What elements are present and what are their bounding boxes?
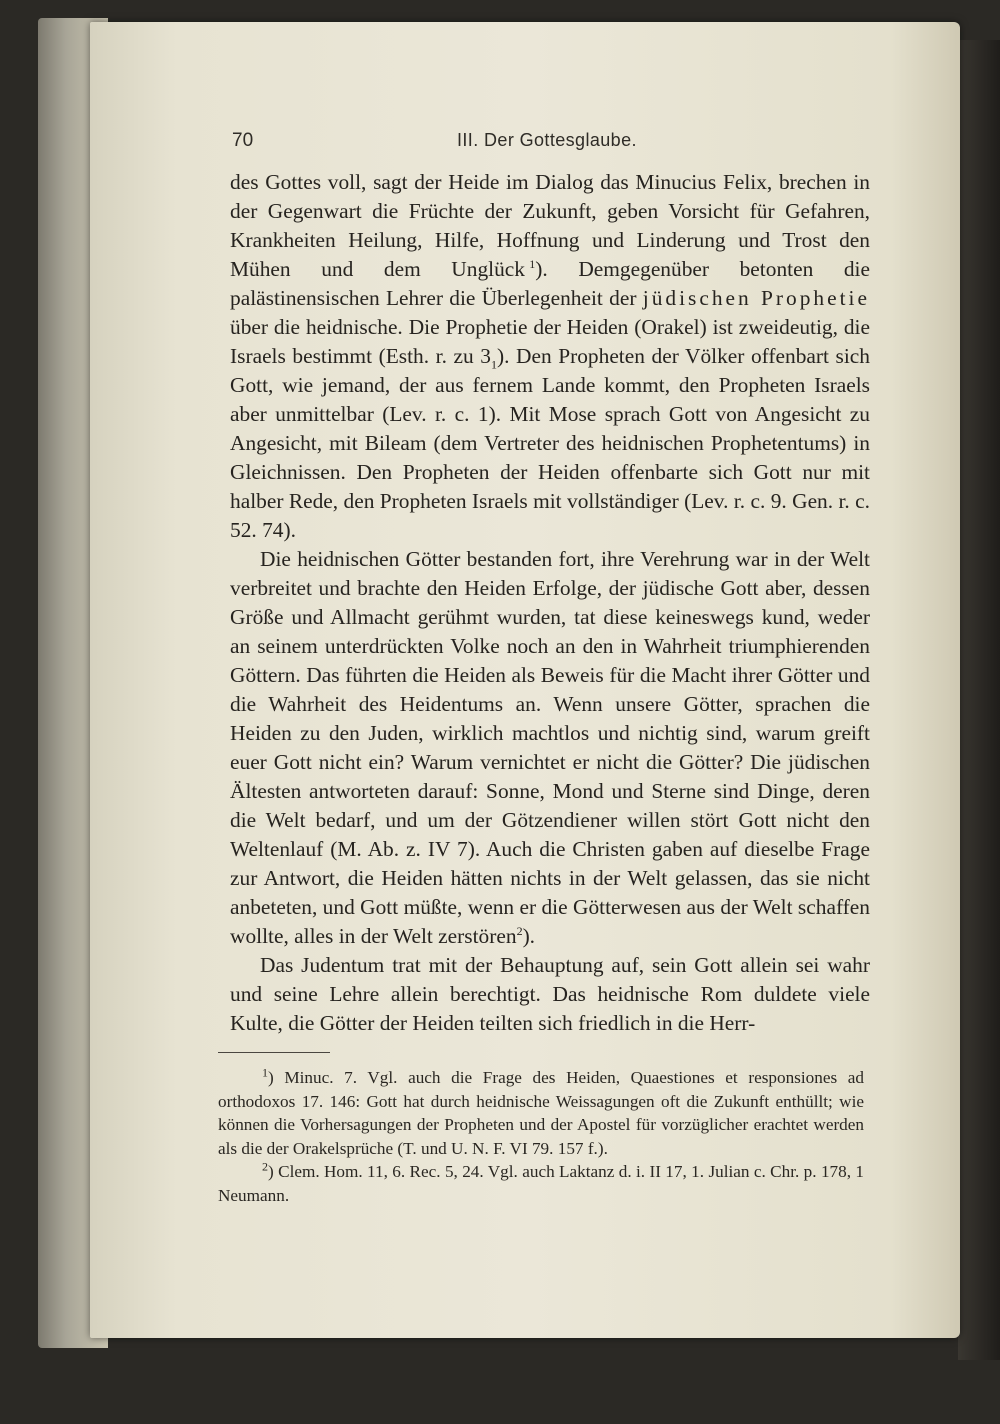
main-text: [230, 168, 870, 1038]
paragraph-1-part-a: des Gottes voll, sagt der Heide im Dialog das Minucius Felix, brechen in der Gegenwart die Früchte der Zukunft, geben Vorsicht für Gefahren, Krankheiten Heilung, Hilfe, Hoffnung und Linderung und Trost den Mühen und dem Unglück: [230, 170, 870, 281]
footnote-2-mark: 2: [262, 1159, 268, 1174]
footnote-1: [218, 1066, 864, 1160]
footnote-rule: [218, 1052, 330, 1053]
paragraph-1: [230, 168, 870, 545]
footnote-ref-2: 2: [516, 923, 523, 938]
footnote-ref-1: 1: [529, 256, 536, 271]
paragraph-2-part-a: Die heidnischen Götter bestanden fort, ihre Verehrung war in der Welt verbreitet und brachte den Heiden Erfolge, der jüdische Gott aber, dessen Größe und Allmacht gerühmt wurden, tat diese keineswegs kund, weder an seinem unterdrückten Volke noch an den in Wahrheit triumphierenden Göttern. Das führten die Heiden als Beweis für die Macht ihrer Götter und die Wahrheit des Heidentums an. Wenn unsere Götter, sprachen die Heiden zu den Juden, wirklich machtlos und nichtig sind, warum greift euer Gott nicht ein? Warum vernichtet er nicht die Götter? Die jüdischen Ältesten antworteten darauf: Sonne, Mond und Sterne sind Dinge, deren die Welt bedarf, und um der Götzendiener willen stört Gott nicht den Weltenlauf (M. Ab. z. IV 7). Auch die Christen gaben auf dieselbe Frage zur Antwort, die Heiden hätten nichts in der Welt gelassen, das sie nicht anbeteten, und Gott müßte, wenn er die Götterwesen aus der Welt schaffen wollte, alles in der Welt zerstören: [230, 547, 870, 948]
footnote-1-text: ) Minuc. 7. Vgl. auch die Frage des Heiden, Quaestiones et responsiones ad orthodoxos 17. 146: Gott hat durch heidnische Weissagungen oft die Zukunft enthüllt; wie können die Vorhersagungen der Propheten und der Apostel für vorzüglicher erachtet werden als die der Orakelsprüche (T. und U. N. F. VI 79. 157 f.).: [218, 1068, 864, 1158]
running-title: III. Der Gottesglaube.: [457, 130, 637, 150]
paragraph-1-part-b: ). Demgegenüber betonten die palästinensischen Lehrer die Überlegenheit der: [230, 257, 870, 310]
subscript: 1: [490, 357, 497, 372]
paragraph-1-part-d: ). Den Propheten der Völker offenbart sich Gott, wie jemand, der aus fernem Lande kommt, den Propheten Israels aber unmittelbar (Lev. r. c. 1). Mit Mose sprach Gott von Angesicht zu Angesicht, mit Bileam (dem Vertreter des heidnischen Prophetentums) in Gleichnissen. Den Propheten der Heiden offenbarte sich Gott nur mit halber Rede, den Propheten Israels mit vollständiger (Lev. r. c. 9. Gen. r. c. 52. 74).: [230, 344, 870, 542]
paragraph-2: [230, 545, 870, 951]
footnote-2: [218, 1160, 864, 1207]
book-cover-edge: [958, 40, 1000, 1360]
footnote-1-mark: 1: [262, 1065, 268, 1080]
paragraph-2-part-b: ).: [522, 924, 536, 948]
footnote-2-text: ) Clem. Hom. 11, 6. Rec. 5, 24. Vgl. auch Laktanz d. i. II 17, 1. Julian c. Chr. p. 178, 1 Neumann.: [218, 1162, 864, 1205]
emphasized-phrase: jüdischen Prophetie: [642, 286, 870, 310]
page-number: 70: [232, 130, 254, 151]
paragraph-3: Das Judentum trat mit der Behauptung auf, sein Gott allein sei wahr und seine Lehre allein berechtigt. Das heidnische Rom duldete viele Kulte, die Götter der Heiden teilten sich friedlich in die Herr-: [230, 953, 870, 1035]
page-header: [232, 130, 868, 158]
paragraph-1-part-c: über die heidnische. Die Prophetie der Heiden (Orakel) ist zweideutig, die Israels bestimmt (Esth. r. zu 3: [230, 315, 870, 368]
footnotes: [218, 1066, 864, 1207]
